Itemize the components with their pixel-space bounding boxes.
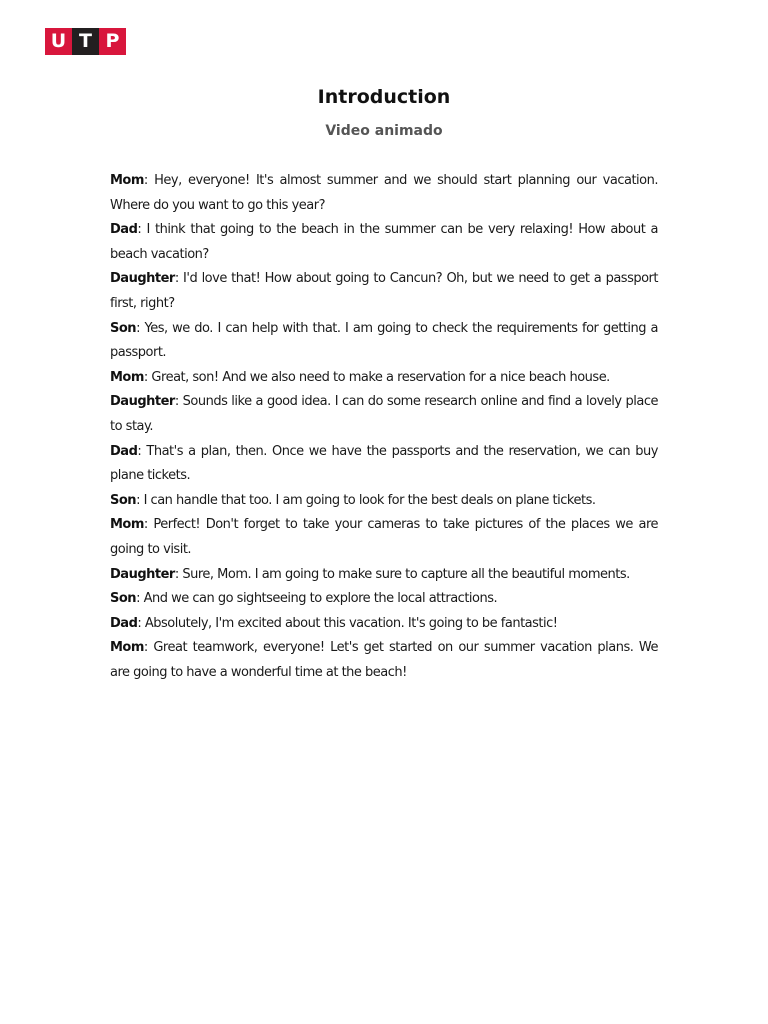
speaker-name: Mom	[110, 517, 144, 533]
dialogue-text: : Sounds like a good idea. I can do some research online and find a lovely place to stay.	[110, 394, 658, 434]
speaker-name: Daughter	[110, 394, 175, 410]
speaker-name: Mom	[110, 640, 144, 656]
speaker-name: Son	[110, 591, 137, 607]
dialogue-line	[110, 267, 658, 316]
dialogue-text: : Perfect! Don't forget to take your cameras to take pictures of the places we are going to visit.	[110, 517, 658, 557]
page-title: Introduction	[317, 86, 451, 108]
dialogue-line	[110, 489, 658, 514]
dialogue-line	[110, 636, 658, 685]
speaker-name: Daughter	[110, 271, 175, 287]
dialogue-text: : Sure, Mom. I am going to make sure to capture all the beautiful moments.	[174, 566, 630, 582]
page-subtitle: Video animado	[325, 123, 443, 139]
dialogue-text: : I'd love that! How about going to Cancun? Oh, but we need to get a passport first, right?	[110, 271, 658, 311]
dialogue-text: : I think that going to the beach in the summer can be very relaxing! How about a beach vacation?	[110, 222, 658, 262]
dialogue-text: : Absolutely, I'm excited about this vacation. It's going to be fantastic!	[137, 615, 558, 631]
speaker-name: Mom	[110, 173, 144, 188]
dialogue-text: : Yes, we do. I can help with that. I am going to check the requirements for getting a passport.	[110, 320, 658, 361]
logo-letter-p: P	[99, 28, 126, 55]
utp-logo	[45, 28, 126, 55]
dialogue-text: : Great, son! And we also need to make a reservation for a nice beach house.	[143, 369, 610, 385]
speaker-name: Mom	[110, 369, 144, 385]
speaker-name: Son	[110, 320, 137, 336]
dialogue-transcript	[110, 169, 658, 685]
speaker-name: Dad	[110, 615, 138, 631]
logo-letter-t: T	[72, 28, 99, 55]
dialogue-text: : Hey, everyone! It's almost summer and we should start planning our vacation. Where do you want to go this year?	[110, 173, 658, 213]
speaker-name: Son	[110, 492, 137, 508]
dialogue-line	[110, 366, 658, 391]
dialogue-line	[110, 169, 658, 218]
logo-letter-u: U	[45, 28, 72, 55]
speaker-name: Daughter	[110, 566, 175, 582]
speaker-name: Dad	[110, 222, 138, 238]
dialogue-text: : Great teamwork, everyone! Let's get started on our summer vacation plans. We are going to have a wonderful time at the beach!	[110, 640, 658, 680]
dialogue-text: : I can handle that too. I am going to look for the best deals on plane tickets.	[136, 492, 596, 508]
dialogue-line	[110, 612, 658, 637]
dialogue-text: : And we can go sightseeing to explore the local attractions.	[136, 591, 498, 607]
dialogue-line	[110, 440, 658, 489]
dialogue-text: : That's a plan, then. Once we have the passports and the reservation, we can buy plane tickets.	[110, 443, 658, 484]
dialogue-line	[110, 317, 658, 366]
dialogue-line	[110, 390, 658, 439]
dialogue-line	[110, 587, 658, 612]
dialogue-line	[110, 563, 658, 588]
dialogue-line	[110, 218, 658, 267]
speaker-name: Dad	[110, 443, 138, 459]
dialogue-line	[110, 513, 658, 562]
